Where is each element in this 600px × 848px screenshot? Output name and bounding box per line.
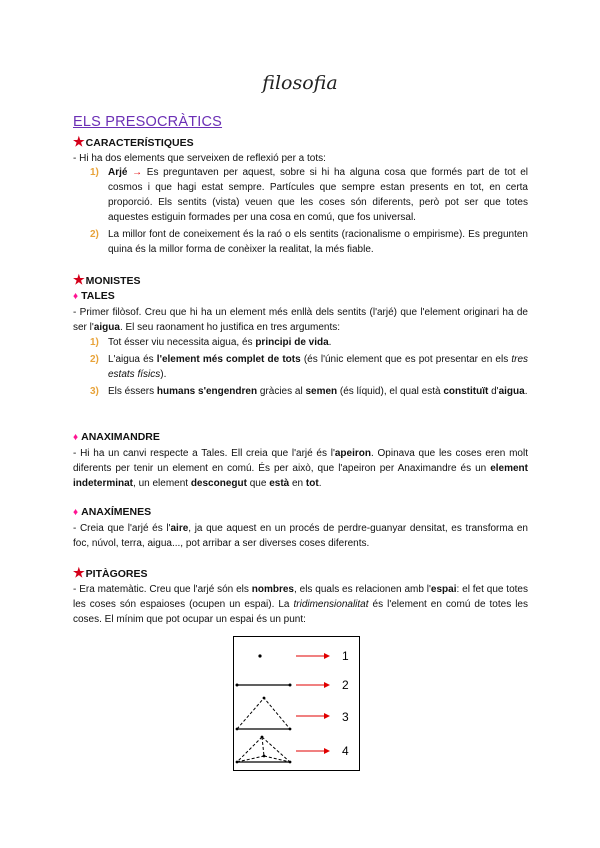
heading-text: PITÀGORES [85,568,148,580]
heading-tales [73,290,115,302]
star-icon: ★ [73,272,85,287]
text-bold: nombres [251,584,294,595]
heading-monistes [73,272,141,288]
text: - Hi ha un canvi respecte a Tales. Ell creia que l'arjé és l' [73,448,335,459]
text: d' [488,386,499,397]
dimension-figure [233,636,360,771]
caract-item-2 [90,227,528,257]
text-bold: constituït [443,386,489,397]
star-icon: ★ [73,565,85,580]
heading-pitagores [73,565,148,581]
tetrahedron-shape [236,736,292,764]
heading-text: CARACTERÍSTIQUES [85,137,194,149]
text: , un element [133,478,191,489]
star-icon: ★ [73,134,85,149]
diamond-icon: ♦ [73,291,79,302]
text: - Creia que l'arjé és l' [73,523,171,534]
heading-anaximenes [73,506,151,518]
item-number: 2) [90,229,99,240]
text: . Opinava que les coses eren molt diferents per tenir un element en comú. És per això, que l'apeiron per Anaximandre és un [73,448,528,474]
pitagores-paragraph [73,582,528,627]
item-text: Es preguntaven per aquest, sobre si hi ha alguna cosa que formés part de tot el cosmos i que hagi estat sempre. Partícules que sempre estan presents en tot, en certa proporció. Els sentits (vista) veuen que les coses són diferents, però pot ser que totes aquestes estiguin formades per una cosa en comú, que fos universal. [108,167,529,223]
item-text: La millor font de coneixement és la raó o els sentits (racionalisme o empirisme). Es pregunten quina és la millor forma de conèixer la realitat, la més fiable. [108,229,528,255]
text-bold: aigua [498,386,525,397]
figure-label-2: 2 [342,678,349,692]
text-bold: desconegut [190,478,247,489]
heading-anaximandre [73,431,160,443]
diamond-icon: ♦ [73,432,79,443]
figure-label-3: 3 [342,710,349,724]
text: (és líquid), el qual està [337,386,444,397]
text: - Primer filòsof. Creu que hi ha un element més enllà dels sentits (l'arjé) que l'element originari ha de ser l' [73,307,528,333]
heading-caracteristiques [73,134,194,150]
text-italic: tres estats físics [108,354,529,380]
text-bold: aire [170,523,189,534]
arrow-icon: → [132,167,143,178]
text: Els éssers [108,386,157,397]
text: , els quals es relacionen amb l' [294,584,431,595]
figure-label-1: 1 [342,649,349,663]
caract-item-1 [90,165,528,225]
item-number: 1) [90,337,99,348]
text-bold: semen [305,386,338,397]
triangle-shape [237,698,290,729]
heading-text: ANAXÍMENES [81,506,152,518]
dimension-diagram [234,637,359,770]
text: . [328,337,332,348]
text: - Era matemàtic. Creu que l'arjé són els [73,584,252,595]
item-number: 1) [90,167,99,178]
text-bold: element indeterminat [73,463,528,489]
text: , ja que aquest en un procés de perdre-guanyar densitat, es transforma en foc, núvol, terra, aigua..., pot arribar a ser diverses coses diferents. [73,523,528,549]
text: : el fet que totes les coses són espaioses (ocupen un espai). La [73,584,528,610]
anaximandre-paragraph [73,446,528,491]
text-bold: està [269,478,290,489]
text: és l'element en comú de totes les coses. El mínim que pot ocupar un espai és un punt: [73,599,528,625]
section-title: ELS PRESOCRÀTICS [73,114,223,130]
text: Tot ésser viu necessita aigua, és [108,337,256,348]
heading-text: ANAXIMANDRE [81,431,160,443]
caract-intro: - Hi ha dos elements que serveixen de reflexió per a tots: [73,153,326,164]
tales-item-2 [90,352,528,382]
text-bold: aigua [93,322,120,333]
text-bold: tot [305,478,319,489]
text-bold: humans s'engendren [156,386,258,397]
diamond-icon: ♦ [73,507,79,518]
text: . [318,478,322,489]
text-bold: apeiron [334,448,371,459]
tales-paragraph [73,305,528,335]
text-bold: l'element més complet de tots [156,354,301,365]
tales-item-1 [90,335,528,350]
text: que [246,478,270,489]
text: ). [160,369,167,380]
figure-label-4: 4 [342,744,349,758]
item-number: 2) [90,354,99,365]
document-title: filosofia [262,72,338,94]
anaximenes-paragraph [73,521,528,551]
text-italic: tridimensionalitat [293,599,369,610]
heading-text: MONISTES [85,275,141,287]
text: . El seu raonament ho justifica en tres arguments: [119,322,341,333]
text-bold: principi de vida [255,337,329,348]
text-bold: espai [430,584,457,595]
text: L'aigua és [108,354,157,365]
item-number: 3) [90,386,99,397]
text: . [524,386,528,397]
point-shape [258,654,261,657]
text: gràcies al [257,386,306,397]
item-label: Arjé [108,167,128,178]
text: (és l'únic element que es pot presentar en els [300,354,512,365]
heading-text: TALES [81,290,115,302]
tales-item-3 [90,384,528,399]
text: en [289,478,306,489]
